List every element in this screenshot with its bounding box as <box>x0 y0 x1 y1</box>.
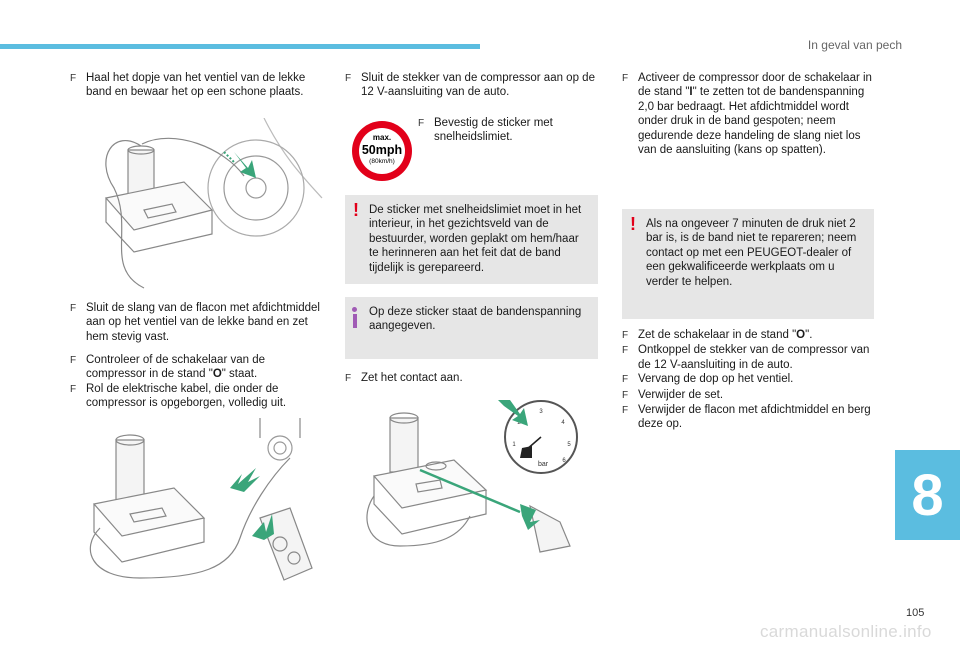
info-sticker-note: Op deze sticker staat de bandenspanning aangegeven. <box>345 297 598 359</box>
warning-exclamation-icon: ! <box>353 200 359 220</box>
svg-text:6: 6 <box>562 458 566 464</box>
page-number: 105 <box>906 607 925 619</box>
step-plug-in-compressor: F Sluit de stekker van de compressor aan op de 12 V-aansluiting van de auto. <box>345 72 595 99</box>
info-icon <box>352 307 357 329</box>
checkbox-bullet-icon: F <box>345 73 352 84</box>
checkbox-bullet-icon: F <box>622 374 629 386</box>
checkbox-bullet-icon: F <box>622 73 629 84</box>
checkbox-bullet-icon: F <box>70 355 77 366</box>
svg-text:50mph: 50mph <box>361 143 403 157</box>
checkbox-bullet-icon: F <box>622 330 629 341</box>
step-connect-hose: F Sluit de slang van de flacon met afdichtmiddel aan op het ventiel van de lekke band en zet hem stevig vast. <box>70 302 320 343</box>
step-store-bottle: F Verwijder de flacon met afdichtmiddel en berg deze op. <box>622 404 871 431</box>
illustration-plug-to-socket <box>80 418 320 588</box>
step-remove-valve-cap: F Haal het dopje van het ventiel van de lekke band en bewaar het op een schone plaats. <box>70 72 306 99</box>
step-switch-off: F Zet de schakelaar in de stand "O". <box>622 328 877 343</box>
step-check-switch: F Controleer of de schakelaar van de compressor in de stand "O" staat. F Rol de elektrische kabel, die onder de compressor is opgeborgen, volledig uit. <box>70 353 325 411</box>
step-replace-cap: F Vervang de dop op het ventiel. <box>622 372 877 387</box>
checkbox-bullet-icon: F <box>622 345 629 357</box>
checkbox-bullet-icon: F <box>70 73 77 84</box>
illustration-compressor-gauge <box>360 396 590 561</box>
warning-sticker-note: ! De sticker met snelheidslimiet moet in het interieur, in het gezichtsveld van de bestuurder, worden geplakt om hem/haar te herinneren aan het feit dat de band tijdelijk is gerepareerd. <box>345 195 598 284</box>
step-remove-kit: F Verwijder de set. <box>622 388 877 403</box>
step-activate-compressor: F Activeer de compressor door de schakelaar in de stand "I" te zetten tot de bandenspanning 2,0 bar bedraagt. Het afdichtmiddel wordt onder druk in de band gespoten; neem gedurende deze handeling de slang niet los van de aansluiting (kans op spatten). <box>622 72 872 157</box>
steps-finish <box>622 328 877 432</box>
header-accent-bar <box>0 44 480 49</box>
checkbox-bullet-icon: F <box>70 303 77 314</box>
svg-text:1: 1 <box>512 442 516 448</box>
svg-text:4: 4 <box>561 420 565 426</box>
step-unplug: F Ontkoppel de stekker van de compressor van de 12 V-aansluiting in de auto. <box>622 344 870 371</box>
checkbox-bullet-icon: F <box>622 405 629 417</box>
svg-text:max.: max. <box>372 133 392 142</box>
section-header: In geval van pech <box>807 38 902 52</box>
step-attach-sticker: F Bevestig de sticker met snelheidslimiet. <box>418 117 553 144</box>
svg-text:5: 5 <box>567 442 571 448</box>
svg-text:2: 2 <box>517 420 521 426</box>
svg-text:(80km/h): (80km/h) <box>369 158 395 165</box>
svg-text:bar: bar <box>537 461 549 468</box>
speed-limit-sticker <box>350 119 414 183</box>
step-unroll-cable: F Rol de elektrische kabel, die onder de compressor is opgeborgen, volledig uit. <box>70 382 287 410</box>
illustration-hose-to-valve <box>84 118 324 296</box>
svg-text:3: 3 <box>539 409 543 415</box>
checkbox-bullet-icon: F <box>418 118 425 129</box>
step-ignition-on: F Zet het contact aan. <box>345 371 600 386</box>
warning-exclamation-icon: ! <box>630 214 636 234</box>
checkbox-bullet-icon: F <box>345 373 352 384</box>
watermark: carmanualsonline.info <box>760 622 932 641</box>
checkbox-bullet-icon: F <box>622 389 629 401</box>
chapter-tab: 8 <box>895 450 960 540</box>
checkbox-bullet-icon: F <box>70 383 77 395</box>
warning-pressure-note: ! Als na ongeveer 7 minuten de druk niet 2 bar is, is de band niet te repareren; neem contact op met een PEUGEOT-dealer of een gekwalificeerde werkplaats om u verder te helpen. <box>622 209 874 319</box>
